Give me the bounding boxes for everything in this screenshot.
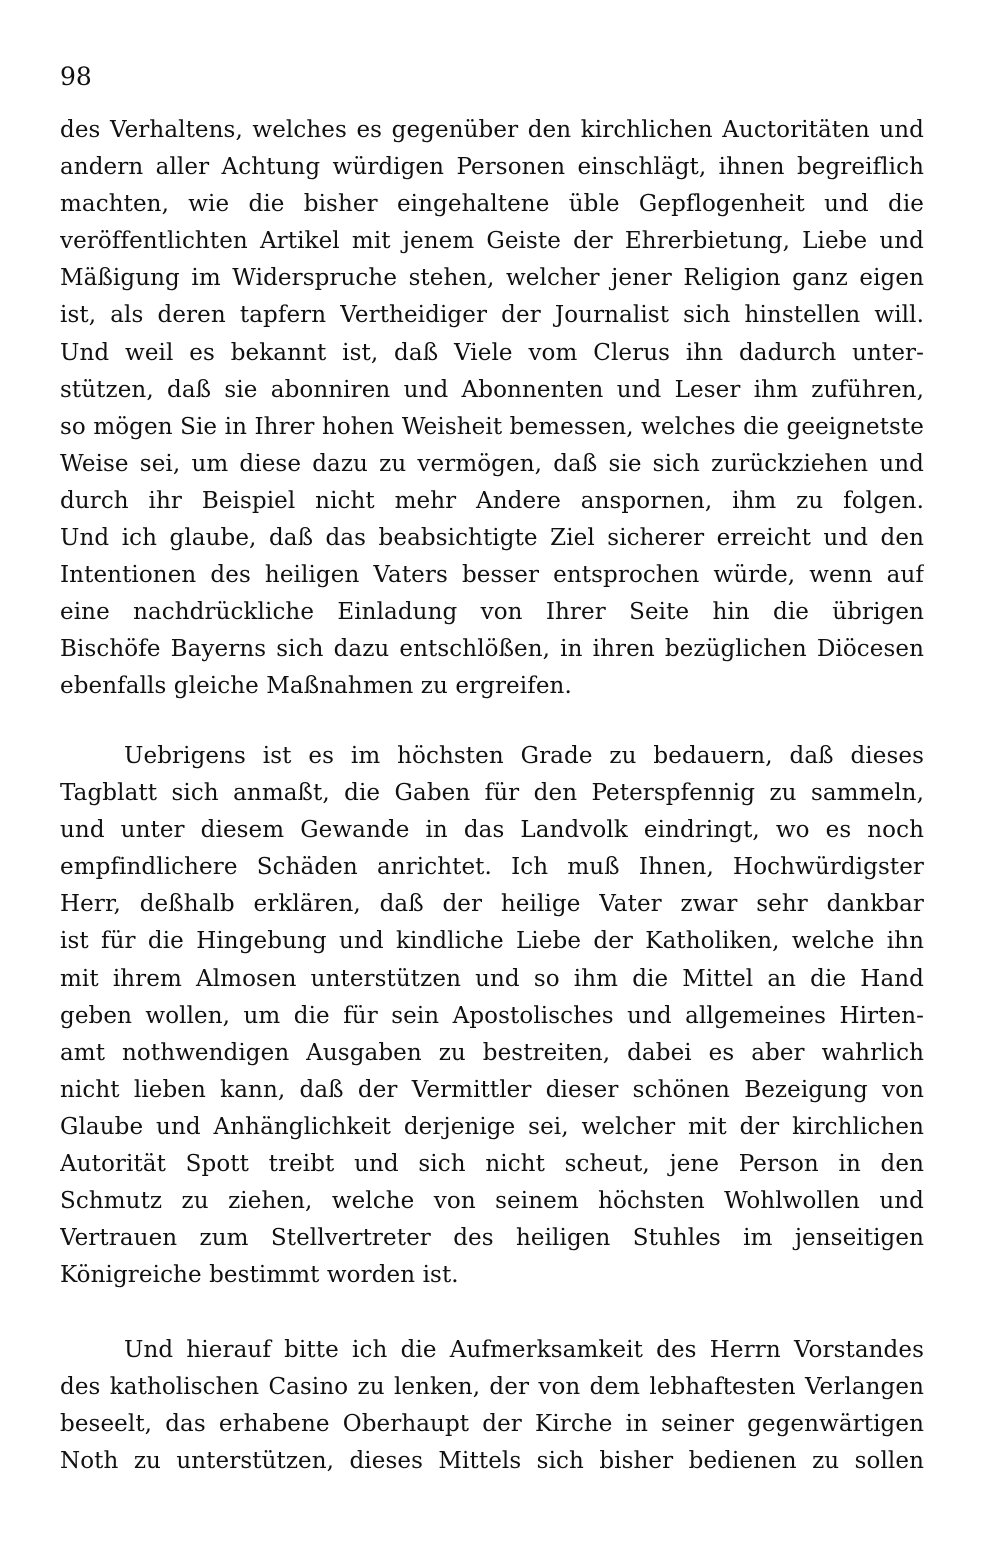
text-line: empfindlichere Schäden anrichtet. Ich muß Ihnen, Hochwürdigster: [60, 854, 924, 881]
text-line: Uebrigens ist es im höchsten Grade zu bedauern, daß dieses: [124, 743, 924, 769]
text-line: Intentionen des heiligen Vaters besser entsprochen würde, wenn auf: [60, 562, 924, 589]
text-line: stützen, daß sie abonniren und Abonnenten und Leser ihm zuführen,: [60, 376, 924, 403]
text-line: Autorität Spott treibt und sich nicht scheut, jene Person in den: [60, 1151, 924, 1178]
text-line: mit ihrem Almosen unterstützen und so ihm die Mittel an die Hand: [60, 965, 924, 992]
text-line: Noth zu unterstützen, dieses Mittels sich bisher bedienen zu sollen: [60, 1448, 924, 1475]
text-line: Herr, deßhalb erklären, daß der heilige Vater zwar sehr dankbar: [60, 891, 924, 918]
text-line: Weise sei, um diese dazu zu vermögen, daß sie sich zurückziehen und: [60, 450, 924, 477]
text-line: Und ich glaube, daß das beabsichtigte Ziel sicherer erreicht und den: [60, 525, 924, 552]
text-line: Bischöfe Bayerns sich dazu entschlößen, in ihren bezüglichen Diöcesen: [60, 636, 924, 663]
text-line: eine nachdrückliche Einladung von Ihrer Seite hin die übrigen: [60, 599, 924, 626]
text-line: Glaube und Anhänglichkeit derjenige sei, welcher mit der kirchlichen: [60, 1113, 924, 1140]
text-line: ebenfalls gleiche Maßnahmen zu ergreifen.: [60, 673, 572, 700]
text-line: ist für die Hingebung und kindliche Liebe der Katholiken, welche ihn: [60, 928, 924, 955]
text-line: Und hierauf bitte ich die Aufmerksamkeit des Herrn Vorstandes: [124, 1337, 924, 1363]
paragraph-1: [60, 112, 924, 706]
text-line: Mäßigung im Widerspruche stehen, welcher jener Religion ganz eigen: [60, 265, 924, 292]
text-line: andern aller Achtung würdigen Personen einschlägt, ihnen begreiflich: [60, 154, 924, 181]
text-line: nicht lieben kann, daß der Vermittler dieser schönen Bezeigung von: [60, 1076, 924, 1103]
paragraph-2: [60, 738, 924, 1294]
text-line: durch ihr Beispiel nicht mehr Andere anspornen, ihm zu folgen.: [60, 487, 924, 514]
page-number: 98: [60, 62, 92, 91]
text-line: Königreiche bestimmt worden ist.: [60, 1262, 459, 1289]
text-line: ist, als deren tapfern Vertheidiger der Journalist sich hinstellen will.: [60, 302, 924, 329]
text-line: Vertrauen zum Stellvertreter des heiligen Stuhles im jenseitigen: [60, 1225, 924, 1252]
text-line: geben wollen, um die für sein Apostolisches und allgemeines Hirten-: [60, 1002, 924, 1029]
text-line: Und weil es bekannt ist, daß Viele vom Clerus ihn dadurch unter-: [60, 339, 924, 366]
text-line: beseelt, das erhabene Oberhaupt der Kirche in seiner gegenwärtigen: [60, 1411, 924, 1438]
text-line: des katholischen Casino zu lenken, der von dem lebhaftesten Verlangen: [60, 1374, 924, 1401]
paragraph-3: [60, 1332, 924, 1480]
text-line: veröffentlichten Artikel mit jenem Geiste der Ehrerbietung, Liebe und: [60, 228, 924, 255]
text-line: und unter diesem Gewande in das Landvolk eindringt, wo es noch: [60, 817, 924, 844]
text-line: Schmutz zu ziehen, welche von seinem höchsten Wohlwollen und: [60, 1188, 924, 1215]
text-line: machten, wie die bisher eingehaltene üble Gepflogenheit und die: [60, 191, 924, 218]
text-line: so mögen Sie in Ihrer hohen Weisheit bemessen, welches die geeignetste: [60, 413, 924, 440]
text-line: amt nothwendigen Ausgaben zu bestreiten, dabei es aber wahrlich: [60, 1039, 924, 1066]
text-line: Tagblatt sich anmaßt, die Gaben für den Peterspfennig zu sammeln,: [60, 780, 924, 807]
text-line: des Verhaltens, welches es gegenüber den kirchlichen Auctoritäten und: [60, 117, 924, 143]
